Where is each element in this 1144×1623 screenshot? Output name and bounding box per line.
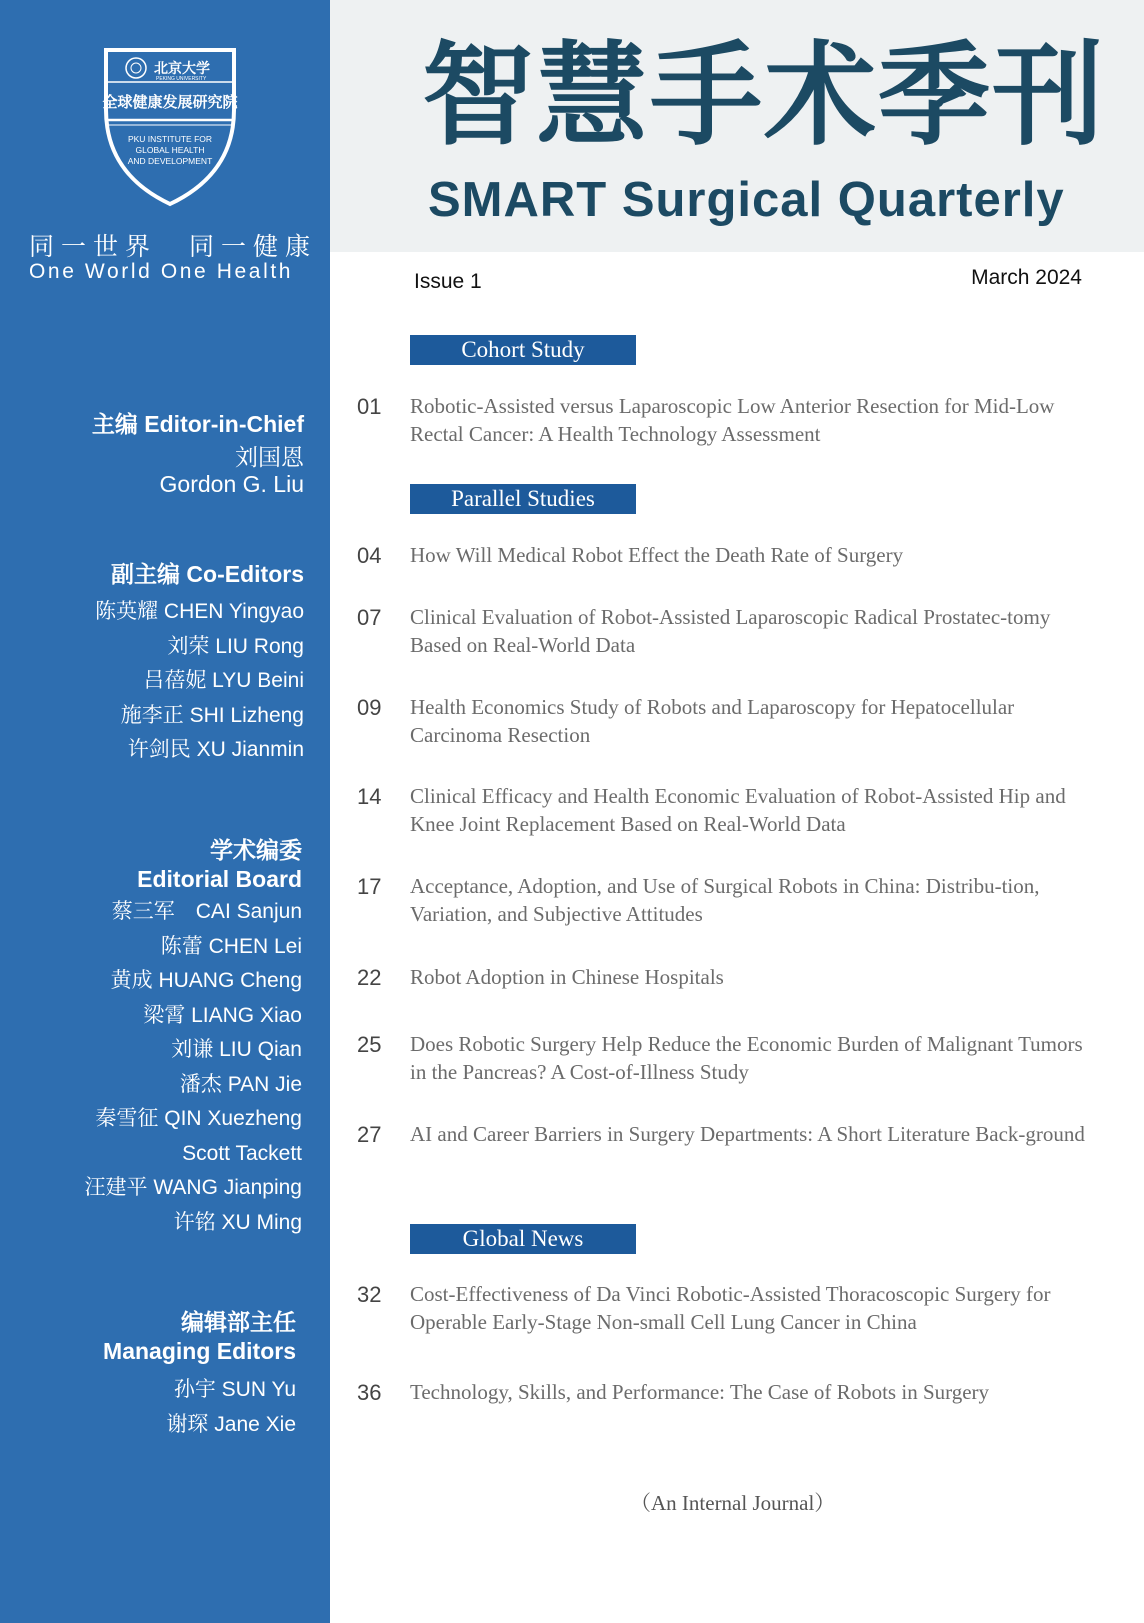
managing-editors-block [103,1308,296,1442]
toc-article-title: Clinical Evaluation of Robot-Assisted Laparoscopic Radical Prostatec-tomy Based on Real-World Data [410,605,1051,657]
co-editor-name: 吕蓓妮 LYU Beini [143,669,304,692]
toc-article-title: Robot Adoption in Chinese Hospitals [410,965,724,989]
toc-article-title: Cost-Effectiveness of Da Vinci Robotic-Assisted Thoracoscopic Surgery for Operable Early-Stage Non-small Cell Lung Cancer in China [410,1282,1051,1334]
toc-page-number: 07 [357,605,382,630]
board-member-name: 潘杰 PAN Jie [179,1072,302,1096]
toc-page-number: 14 [357,784,382,809]
co-editor-name: 许剑民 XU Jianmin [127,738,304,761]
board-member-name: 秦雪征 QIN Xuezheng [95,1107,302,1130]
co-editor-name: 刘荣 LIU Rong [167,634,304,658]
co-editors-block [95,560,304,768]
co-editor-name: 施李正 SHI Lizheng [120,703,304,727]
editorial-board-heading-en: Editorial Board [137,866,302,892]
toc-article-title: AI and Career Barriers in Surgery Departments: A Short Literature Back-ground [410,1122,1085,1146]
editorial-board-block [85,836,302,1240]
board-member-name: Scott Tackett [182,1141,302,1165]
managing-editors-list [103,1373,296,1442]
managing-editor-name: 谢琛 Jane Xie [166,1412,296,1436]
board-member-name: 梁霄 LIANG Xiao [143,1003,302,1027]
editor-in-chief-heading: 主编 Editor-in-Chief [91,411,304,437]
logo-university-en: PEKING UNIVERSITY [156,76,207,82]
co-editors-heading: 副主编 Co-Editors [111,561,304,587]
toc-article-title: Clinical Efficacy and Health Economic Evaluation of Robot-Assisted Hip and Knee Joint Replacement Based on Real-World Data [410,784,1066,836]
sidebar [0,0,330,1623]
journal-title-english: SMART Surgical Quarterly [428,173,1065,227]
section-heading-global-news: Global News [410,1224,636,1254]
board-member-name: 黄成 HUANG Cheng [110,969,302,992]
section-heading-parallel-studies: Parallel Studies [410,484,636,514]
toc-article-title: Acceptance, Adoption, and Use of Surgical Robots in China: Distribu-tion, Variation, and Subjective Attitudes [410,874,1040,926]
co-editors-list [95,595,304,768]
logo-institute-en-2: GLOBAL HEALTH [135,145,205,155]
logo-university: 北京大学 [154,61,210,77]
logo-institute-cn: 全球健康发展研究院 [102,93,238,111]
toc-article-title: Robotic-Assisted versus Laparoscopic Low Anterior Resection for Mid-Low Rectal Cancer: A Health Technology Assessment [410,394,1055,446]
toc-page-number: 32 [357,1282,382,1307]
toc-page-number: 01 [357,394,382,419]
toc-page-number: 04 [357,543,382,568]
board-member-name: 陈蕾 CHEN Lei [160,934,302,958]
editor-in-chief-block [92,410,304,498]
toc-page-number: 22 [357,965,382,990]
editor-in-chief-name-cn: 刘国恩 [235,444,304,470]
toc-article-title: Does Robotic Surgery Help Reduce the Economic Burden of Malignant Tumors in the Pancreas? A Cost-of-Illness Study [410,1032,1083,1084]
toc-article-title: Technology, Skills, and Performance: The Case of Robots in Surgery [410,1380,990,1404]
toc-page-number: 09 [357,695,382,720]
toc-page-number: 17 [357,874,382,899]
logo-institute-en-3: AND DEVELOPMENT [127,156,213,166]
issue-date: March 2024 [971,266,1082,289]
motto-chinese: 同一世界 同一健康 [29,232,318,261]
logo-institute-en-1: PKU INSTITUTE FOR [127,134,213,144]
co-editor-name: 陈英耀 CHEN Yingyao [95,600,304,623]
editorial-board-heading-cn: 学术编委 [210,837,302,863]
issue-number: Issue 1 [414,270,482,293]
toc-article-title: How Will Medical Robot Effect the Death Rate of Surgery [410,543,904,567]
managing-editor-name: 孙宇 SUN Yu [173,1378,296,1401]
managing-editors-heading-en: Managing Editors [103,1338,296,1364]
editorial-board-list [85,895,302,1240]
section-heading-cohort-study: Cohort Study [410,335,636,365]
board-member-name: 蔡三军 CAI Sanjun [111,900,302,923]
editor-in-chief-name-en: Gordon G. Liu [159,471,304,497]
board-member-name: 许铭 XU Ming [173,1210,302,1234]
board-member-name: 汪建平 WANG Jianping [84,1176,302,1199]
toc-article-title: Health Economics Study of Robots and Laparoscopy for Hepatocellular Carcinoma Resection [410,695,1015,747]
toc-page-number: 27 [357,1122,382,1147]
board-member-name: 刘谦 LIU Qian [171,1038,302,1061]
managing-editors-heading-cn: 编辑部主任 [181,1309,296,1335]
toc-page-number: 25 [357,1032,382,1057]
journal-title-chinese: 智慧手术季刊 [422,31,1106,161]
motto-english: One World One Health [29,260,294,283]
internal-journal-note: （An Internal Journal） [630,1491,836,1515]
toc-page-number: 36 [357,1380,382,1405]
pku-institute-logo [100,48,240,208]
